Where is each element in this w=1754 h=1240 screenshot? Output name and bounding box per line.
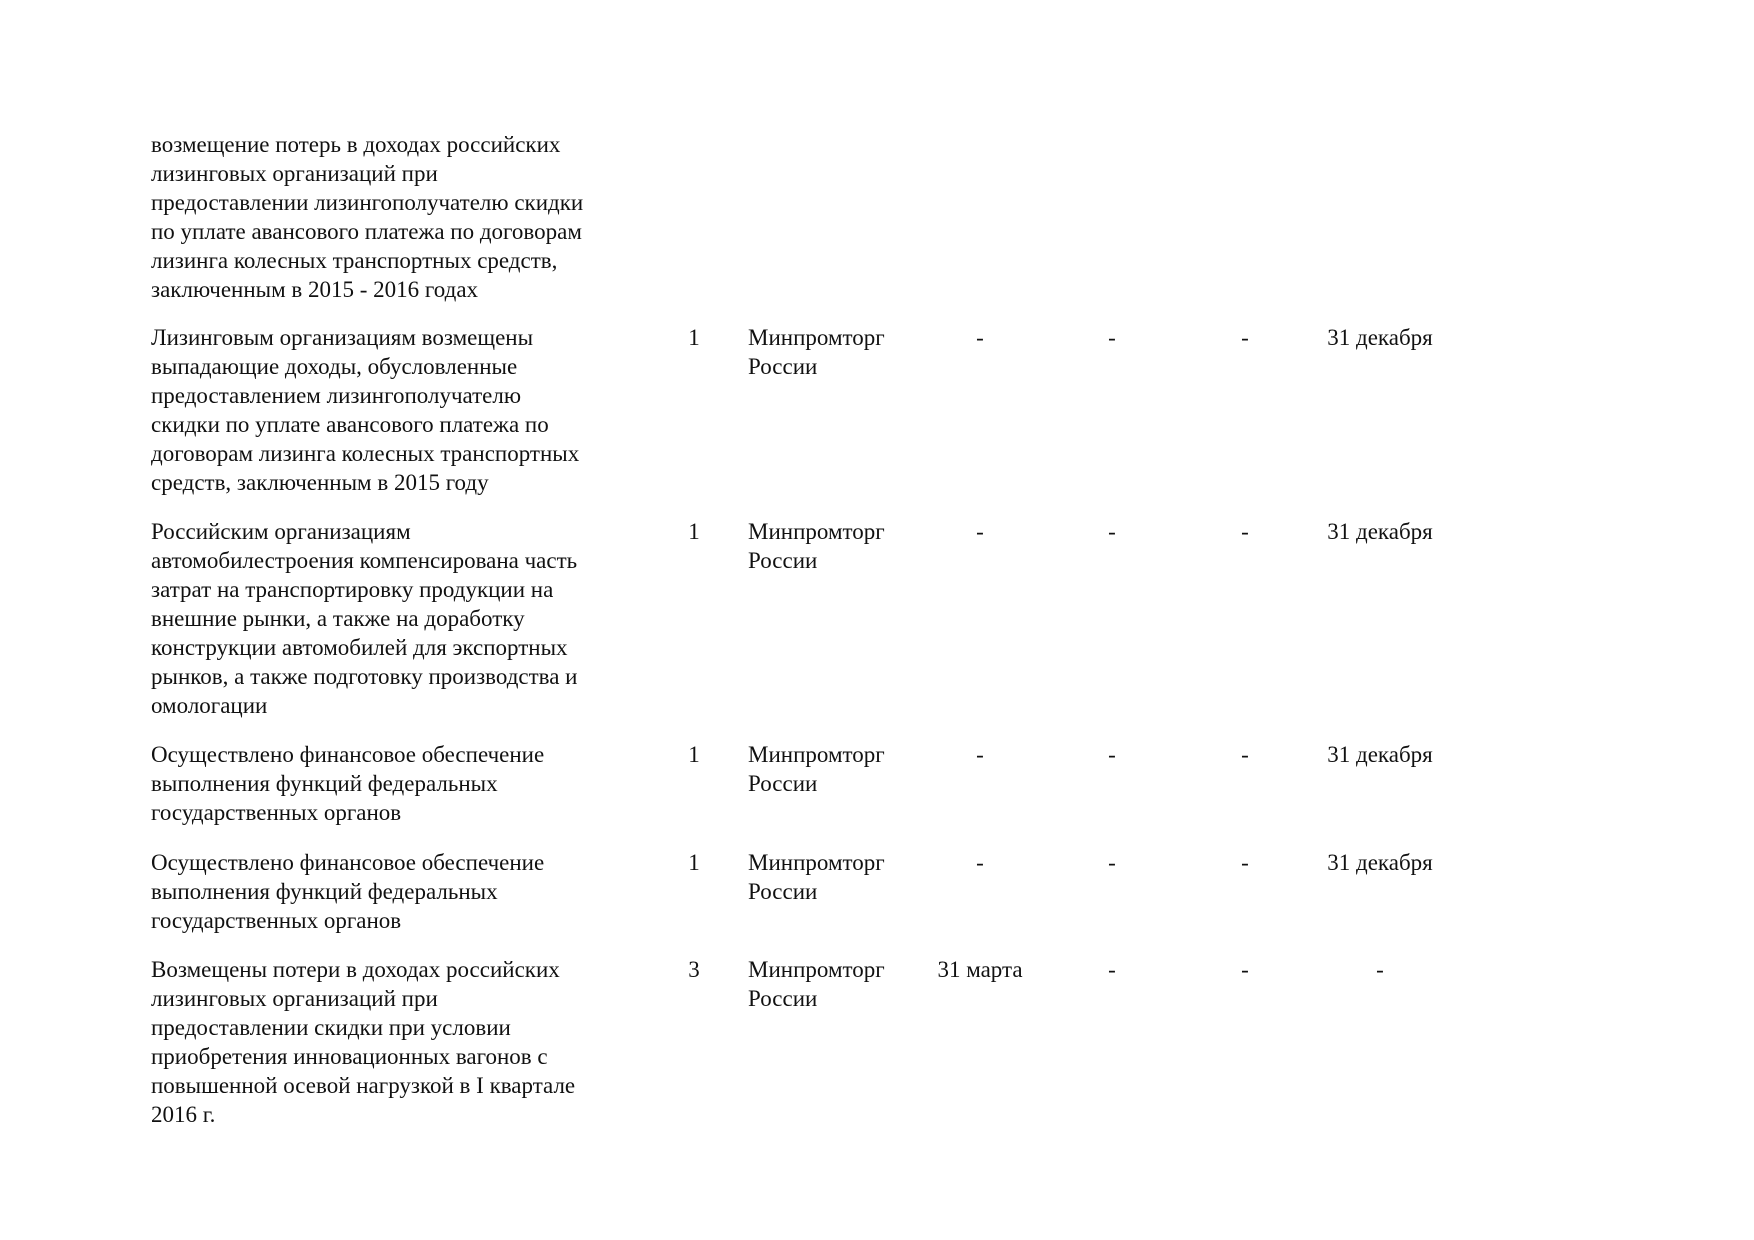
- row-q1: -: [976, 742, 984, 767]
- row-q4: 31 декабря: [1327, 742, 1433, 767]
- row-description: Возмещены потери в доходах российских лизинговых организаций при предоставлении скидки при условии приобретения инновационных вагонов с повышенной осевой нагрузкой в I квартале 2016 г.: [151, 957, 576, 1127]
- row-category: 1: [688, 325, 700, 350]
- row-responsible: Минпромторг России: [748, 742, 885, 796]
- row-description: Российским организациям автомобилестроения компенсирована часть затрат на транспортировку продукции на внешние рынки, а также на доработку конструкции автомобилей для экспортных рынков, а также подготовку производства и омологации: [151, 519, 578, 718]
- row-responsible: Минпромторг России: [748, 850, 885, 904]
- row-q4: 31 декабря: [1327, 519, 1433, 544]
- row-q2: -: [1108, 850, 1116, 875]
- row-q1: -: [976, 850, 984, 875]
- row-description: Осуществлено финансовое обеспечение выполнения функций федеральных государственных органов: [151, 850, 545, 933]
- row-q3: -: [1241, 957, 1249, 982]
- row-q1: 31 марта: [937, 957, 1023, 982]
- row-responsible: Минпромторг России: [748, 325, 885, 379]
- row-description: Осуществлено финансовое обеспечение выполнения функций федеральных государственных органов: [151, 742, 545, 825]
- row-q4: 31 декабря: [1327, 325, 1433, 350]
- row-q4: -: [1376, 957, 1384, 982]
- row-responsible: Минпромторг России: [748, 957, 885, 1011]
- row-description: Лизинговым организациям возмещены выпадающие доходы, обусловленные предоставлением лизингополучателю скидки по уплате авансового платежа по договорам лизинга колесных транспортных средств, заключенным в 2015 году: [151, 325, 580, 495]
- row-q4: 31 декабря: [1327, 850, 1433, 875]
- row-q3: -: [1241, 325, 1249, 350]
- row-q3: -: [1241, 742, 1249, 767]
- row-category: 1: [688, 850, 700, 875]
- row-category: 3: [688, 957, 700, 982]
- row-q1: -: [976, 519, 984, 544]
- row-q1: -: [976, 325, 984, 350]
- row-category: 1: [688, 519, 700, 544]
- row-q2: -: [1108, 519, 1116, 544]
- row-q2: -: [1108, 957, 1116, 982]
- row-q3: -: [1241, 519, 1249, 544]
- intro-text: возмещение потерь в доходах российских лизинговых организаций при предоставлении лизингополучателю скидки по уплате авансового платежа по договорам лизинга колесных транспортных средств, заключенным в 2015 - 2016 годах: [151, 132, 584, 302]
- row-responsible: Минпромторг России: [748, 519, 885, 573]
- row-q2: -: [1108, 742, 1116, 767]
- row-q2: -: [1108, 325, 1116, 350]
- row-q3: -: [1241, 850, 1249, 875]
- row-category: 1: [688, 742, 700, 767]
